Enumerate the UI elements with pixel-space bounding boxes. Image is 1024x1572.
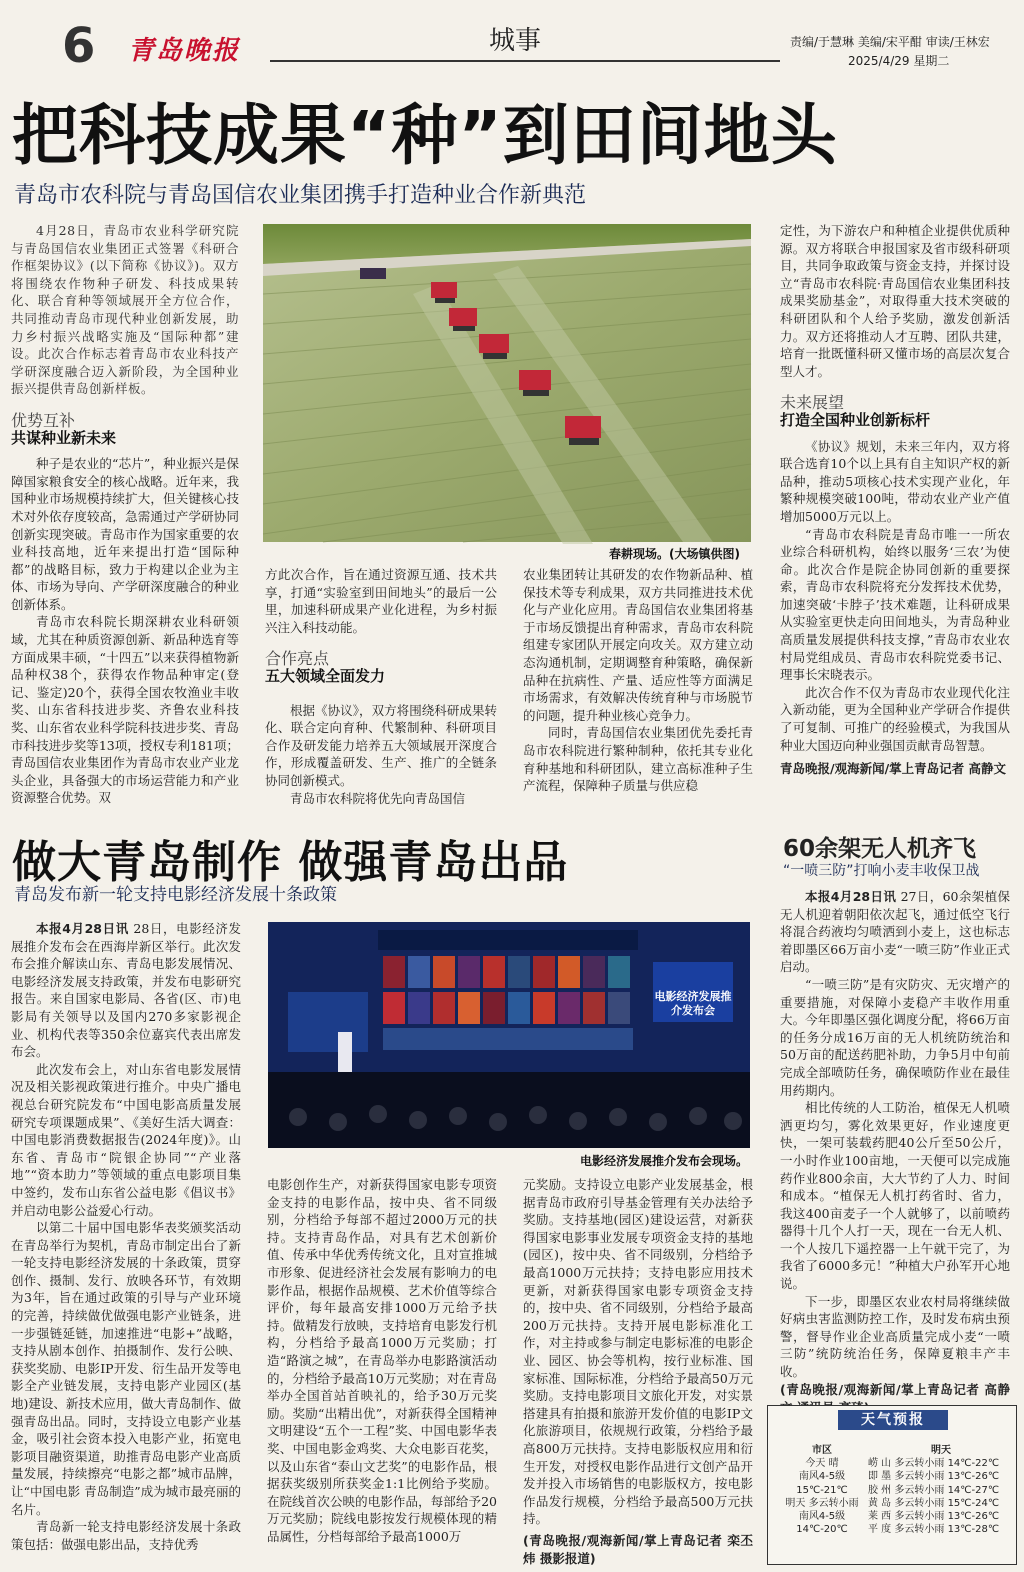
issue-date: 2025/4/29 星期二 (848, 54, 950, 68)
story2-byline: (青岛晚报/观海新闻/掌上青岛记者 栾丕炜 摄影报道) (523, 1532, 753, 1566)
story2-photo-caption: 电影经济发展推介发布会现场。 (579, 1154, 748, 1168)
story3-column (780, 888, 1010, 1396)
section-title: 城事 (488, 26, 541, 56)
story2-paragraph: 28日，电影经济发展推介发布会在西海岸新区举行。此次发布会推介解读山东、青岛电影发展情况、电影经济发展支持政策，并发布电影研究报告。来自国家电影局、各省(区、市)电影局有关领导以及国内270多家影视企业、机构代表等350余位嘉宾代表出席发布会。 (11, 921, 242, 1060)
tractor-sprayer (519, 370, 551, 396)
story1-subheadline: 青岛市农科院与青岛国信农业集团携手打造种业合作新典范 (14, 183, 587, 208)
story1-paragraph: 《协议》规划，未来三年内，双方将联合选育10个以上具有自主知识产权的新品种，推动5项核心技术实现产业化，年繁种规模突破100吨，带动农业产业产值增加5000万元以上。 (780, 438, 1010, 524)
story1-lead: 4月28日，青岛市农业科学研究院与青岛国信农业集团正式签署《科研合作框架协议》(以下简称《协议》)。双方将围绕农作物种子研发、科技成果转化、联合育种等领域展开全方位合作，共同推动青岛市现代种业创新发展，助力乡村振兴战略实施及“国际种都”建设。此次合作标志着青岛市农业科技产学研深度融合迈入新阶段，为全国种业振兴提供青岛创新样板。 (11, 223, 239, 397)
tractor-sprayer (449, 308, 477, 331)
story3-subheadline: “一喷三防”打响小麦丰收保卫战 (783, 863, 980, 879)
weather-city-header: 市区 (812, 1445, 832, 1456)
story3-byline: (青岛晚报/观海新闻/掌上青岛记者 高静 (780, 1381, 1010, 1397)
masthead-logo: 青岛晚报 (128, 36, 241, 66)
story2-dateline: 本报4月28日讯 (36, 921, 129, 936)
story1-photo-caption: 春耕现场。(大场镇供图) (609, 547, 740, 561)
tractor-sprayer (479, 334, 509, 359)
story1-paragraph: 同时，青岛国信农业集团优先委托青岛市农科院进行繁种制种，依托其专业化育种基地和科研团队，建立高标准种子生产流程，保障种子质量与供应稳 (523, 725, 753, 794)
story1-paragraph: 种子是农业的“芯片”，种业振兴是保障国家粮食安全的核心战略。近年来，我国种业市场规模持续扩大，但关键核心技术对外依存度较高，急需通过产学研协同创新实现突破。青岛市作为国家重要的农业科技高地，近年来提出打造“国际种都”的战略目标，致力于构建以企业为主体、市场为导向、产学研深度融合的种业创新体系。 (11, 456, 239, 612)
story3-headline: 60余架无人机齐飞 (783, 836, 977, 862)
story2-paragraph: 以第二十届中国电影华表奖颁奖活动在青岛举行为契机，青岛市制定出台了新一轮支持电影经济发展的十条政策，贯穿创作、摄制、发行、放映各环节，有效期为3年，旨在通过政策的引导与产业环境的完善，持续做优做强电影产业链条，进一步强链延链，加速推进“电影+”战略，支持从剧本创作、拍摄制作、发行公映、获奖奖励、电影IP开发、衍生品开发等电影全产业链发展，支持电影产业园区(基地)建设、新技术应用，做大青岛制作、做强青岛出品。同时，支持设立电影产业基金，吸引社会资本投入电影产业，拓宽电影项目融资渠道，助推青岛电影产业高质量发展，持续擦亮“电影之都”城市品牌，让“中国电影 青岛制造”成为城市最亮丽的名片。 (11, 1220, 241, 1517)
story1-kicker-2: 合作亮点 (265, 649, 330, 669)
story2-photo-film-conference (268, 922, 750, 1148)
story1-byline: 青岛晚报/观海新闻/掌上青岛记者 高静文 (780, 761, 1006, 777)
weather-city-row: 15℃-21℃ (796, 1484, 848, 1496)
page-number: 6 (62, 18, 96, 74)
weather-district-row: 崂 山 多云转小雨 14℃-22℃ (868, 1458, 1000, 1470)
weather-city-row: 明天 多云转小雨 (785, 1497, 859, 1509)
weather-title: 天气预报 (838, 1410, 948, 1430)
story1-paragraph: “青岛市农科院是青岛市唯一一所农业综合科研机构，始终以服务‘三农’为使命。此次合作是院企协同创新的重要探索，青岛市农科院将充分发挥技术优势，加速突破‘卡脖子’技术难题，让科研成果从实验室更快走向田间地头，为青岛种业高质量发展提供科技支撑，”青岛市农业农村局党组成员、青岛市农科院党委书记、理事长宋晓表示。 (780, 526, 1010, 683)
story1-paragraph: 青岛市农科院长期深耕农业科研领域，尤其在种质资源创新、新品种选育等方面成果丰硕，“十四五”以来获得植物新品种权38个，获得农作物品种审定(登记、鉴定)20个，获得全国农牧渔业丰收奖、山东省科技进步奖、齐鲁农业科技奖、山东省农业科学院科技进步奖、青岛市科技进步奖等13项，授权专利181项；青岛国信农业集团作为青岛市农业产业龙头企业，具备强大的市场运营能力和产业资源整合优势。双 (11, 614, 239, 806)
story1-kicker-3: 未来展望 (780, 393, 845, 413)
weather-city-column (782, 1444, 862, 1536)
story3-paragraph: “一喷三防”是有灾防灾、无灾增产的重要措施，对保障小麦稳产丰收作用重大。今年即墨区强化调度分配，将66万亩的任务分成16万亩的无人机统防统治和50万亩的配送药肥补助，力争5月中旬前完成全部喷防任务，确保喷防作业在最佳用药期内。 (780, 976, 1010, 1098)
weather-district-row: 平 度 多云转小雨 13℃-28℃ (868, 1524, 1000, 1536)
weather-city-row: 14℃-20℃ (796, 1524, 848, 1536)
story1-photo-farm-tractors (263, 224, 751, 542)
story1-column-2 (265, 566, 497, 812)
story1-column-1 (11, 222, 239, 812)
weather-forecast-box (767, 1405, 1017, 1565)
story2-paragraph: 此次发布会上，对山东省电影发展情况及相关影视政策进行推介。中央广播电视总台研究院发布“中国电影高质量发展研究专项课题成果”、《美好生活大调查：中国电影消费数据报告(2024年度)》。山东省、青岛市“院银企协同”“产业落地”“资本助力”等领域的重点电影项目集中签约，发布山东省公益电影《倡议书》并启动电影公益爱心行动。 (11, 1061, 241, 1218)
story1-kicker-1: 优势互补 (11, 410, 76, 430)
story1-headline: 把科技成果“种”到田间地头 (12, 97, 838, 174)
weather-district-row: 莱 西 多云转小雨 13℃-26℃ (868, 1511, 1000, 1523)
story2-column-1 (11, 920, 241, 1565)
story3-paragraph: 下一步，即墨区农业农村局将继续做好病虫害监测防控工作，及时发布病虫预警，督导作业企业高质量完成小麦“一喷三防”统防统治任务，保障夏粮丰产丰收。 (780, 1293, 1010, 1380)
weather-district-header: 明天 (931, 1445, 951, 1456)
story2-headline: 做大青岛制作 做强青岛出品 (12, 837, 569, 888)
story1-subhead-3: 打造全国种业创新标杆 (780, 410, 931, 429)
conference-stage-image (268, 922, 750, 1148)
farm-field-image (263, 224, 751, 542)
weather-city-row: 南风4-5级 (798, 1471, 846, 1483)
screen-title: 电影经济发展推介发布会 (654, 990, 732, 1017)
story3-dateline: 本报4月28日讯 (805, 889, 897, 904)
story3-paragraph: 相比传统的人工防治，植保无人机喷洒更均匀，雾化效果更好，作业速度更快，一架可装载药肥40公斤至50公斤，一小时作业100亩地，一天便可以完成施药作业800余亩，大大节约了人力、时间和成本。“植保无人机打药省时、省力，我这400亩麦子一个人就够了，以前喷药器得十几个人打一天，现在一台无人机、一个人按几下遥控器一上午就干完了，为我省了6000多元！”种植大户孙军开心地说。 (780, 1100, 1010, 1292)
weather-city-row: 今天 晴 (805, 1458, 839, 1470)
story2-paragraph: 青岛新一轮支持电影经济发展十条政策包括：做强电影出品，支持优秀 (11, 1519, 241, 1552)
story2-paragraph: 元奖励。支持设立电影产业发展基金，根据青岛市政府引导基金管理有关办法给予奖励。支持基地(园区)建设运营，对新获得国家电影事业发展专项资金支持的基地(园区)，按中央、省不同级别，分档给予最高1000万元扶持；支持电影应用技术更新，对新获得国家电影专项资金支持的，按中央、省不同级别，分档给予最高200万元扶持。支持开展电影标准化工作，对主持或参与制定电影标准的电影企业、园区、协会等机构，按行业标准、国家标准、国际标准，分档给予最高50万元奖励。支持电影项目文旅化开发，对实景搭建具有拍摄和旅游开发价值的电影IP文化旅游项目，依规规行政策，分档给予最高800万元扶持。支持电影版权应用和衍生开发，对授权电影作品进行文创产品开发并投入市场销售的电影版权方，按电影作品发行规模，分档给予最高500万元扶持。 (523, 1177, 753, 1527)
weather-district-row: 黄 岛 多云转小雨 15℃-24℃ (868, 1497, 1000, 1509)
story1-paragraph: 此次合作不仅为青岛市农业现代化注入新动能，更为全国种业产学研合作提供了可复制、可推广的经验模式，为我国从种业大国迈向种业强国贡献青岛智慧。 (780, 684, 1010, 753)
story1-subhead-1: 共谋种业新未来 (11, 428, 117, 447)
weather-district-row: 胶 州 多云转小雨 14℃-27℃ (868, 1484, 1000, 1496)
story3-paragraph: 27日，60余架植保无人机迎着朝阳依次起飞，通过低空飞行将混合药液均匀喷洒到小麦上，这也标志着即墨区66万亩小麦“一喷三防”作业正式启动。 (780, 889, 1011, 975)
tractor-sprayer (565, 416, 601, 445)
story1-paragraph: 方此次合作，旨在通过资源互通、技术共享，打通“实验室到田间地头”的最后一公里，加速科研成果产业化进程，为乡村振兴注入科技动能。 (265, 567, 497, 635)
story2-subheadline: 青岛发布新一轮支持电影经济发展十条政策 (14, 885, 337, 905)
header-rule (270, 60, 780, 62)
weather-district-row: 即 墨 多云转小雨 13℃-26℃ (868, 1471, 1000, 1483)
editors-line: 责编/于慧琳 美编/宋平酣 审读/王林宏 (790, 35, 990, 49)
story2-column-2 (267, 1176, 497, 1564)
weather-city-row: 南风4-5级 (798, 1511, 846, 1523)
story1-subhead-2: 五大领域全面发力 (265, 666, 386, 685)
story1-column-4 (780, 222, 1010, 814)
weather-district-column (868, 1444, 1014, 1536)
story1-paragraph: 根据《协议》，双方将围绕科研成果转化、联合定向育种、代繁制种、科研项目合作及研发能力培养五大领域展开深度合作，形成覆盖研发、生产、推广的全链条协同创新模式。 (265, 702, 497, 788)
story1-column-3 (523, 566, 753, 812)
story2-paragraph: 电影创作生产，对新获得国家电影专项资金支持的电影作品，按中央、省不同级别，分档给予每部不超过2000万元的扶持。支持青岛作品，对具有艺术创新价值、传承中华优秀传统文化，且对宣推城市形象、促进经济社会发展有影响力的电影作品，根据作品规模、艺术价值等综合评价，每年最高安排1000万元给予扶持。做精发行放映，支持培育电影发行机构，分档给予最高1000万元奖励；打造“路演之城”，在青岛举办电影路演活动的，分档给予最高10万元奖励；对在青岛举办全国首站首映礼的，给予30万元奖励。奖励“出精出优”，对新获得全国精神文明建设“五个一工程”奖、中国电影华表奖、中国电影金鸡奖、大众电影百花奖，以及山东省“泰山文艺奖”的电影作品，根据获奖级别所获奖金1:1比例给予奖励。在院线首次公映的电影作品，每部给予20万元奖励；院线电影按发行规模体现的精品属性，分档每部给予最高1000万 (267, 1177, 497, 1544)
story1-paragraph: 农业集团转让其研发的农作物新品种、植保技术等专利成果，双方共同推进技术优化与产业化应用。青岛国信农业集团将基于市场反馈提出育种需求，青岛市农科院组建专家团队开展定向攻关。双方建立动态沟通机制，定期调整育种策略，确保新品种在抗病性、产量、适应性等方面满足市场需求，有效解决传统育种与市场脱节的问题，提升种业核心竞争力。 (523, 567, 753, 723)
story1-paragraph: 定性，为下游农户和种植企业提供优质种源。双方将联合申报国家及省市级科研项目，共同争取政策与资金支持，并探讨设立“青岛市农科院·青岛国信农业集团科技成果奖励基金”，对取得重大技术突破的科研团队和个人给予奖励，激发创新活力。双方还将推动人才互聘、团队共建，培育一批既懂科研又懂市场的高层次复合型人才。 (780, 223, 1010, 379)
story1-paragraph: 青岛市农科院将优先向青岛国信 (290, 790, 466, 806)
story2-column-3 (523, 1176, 753, 1564)
